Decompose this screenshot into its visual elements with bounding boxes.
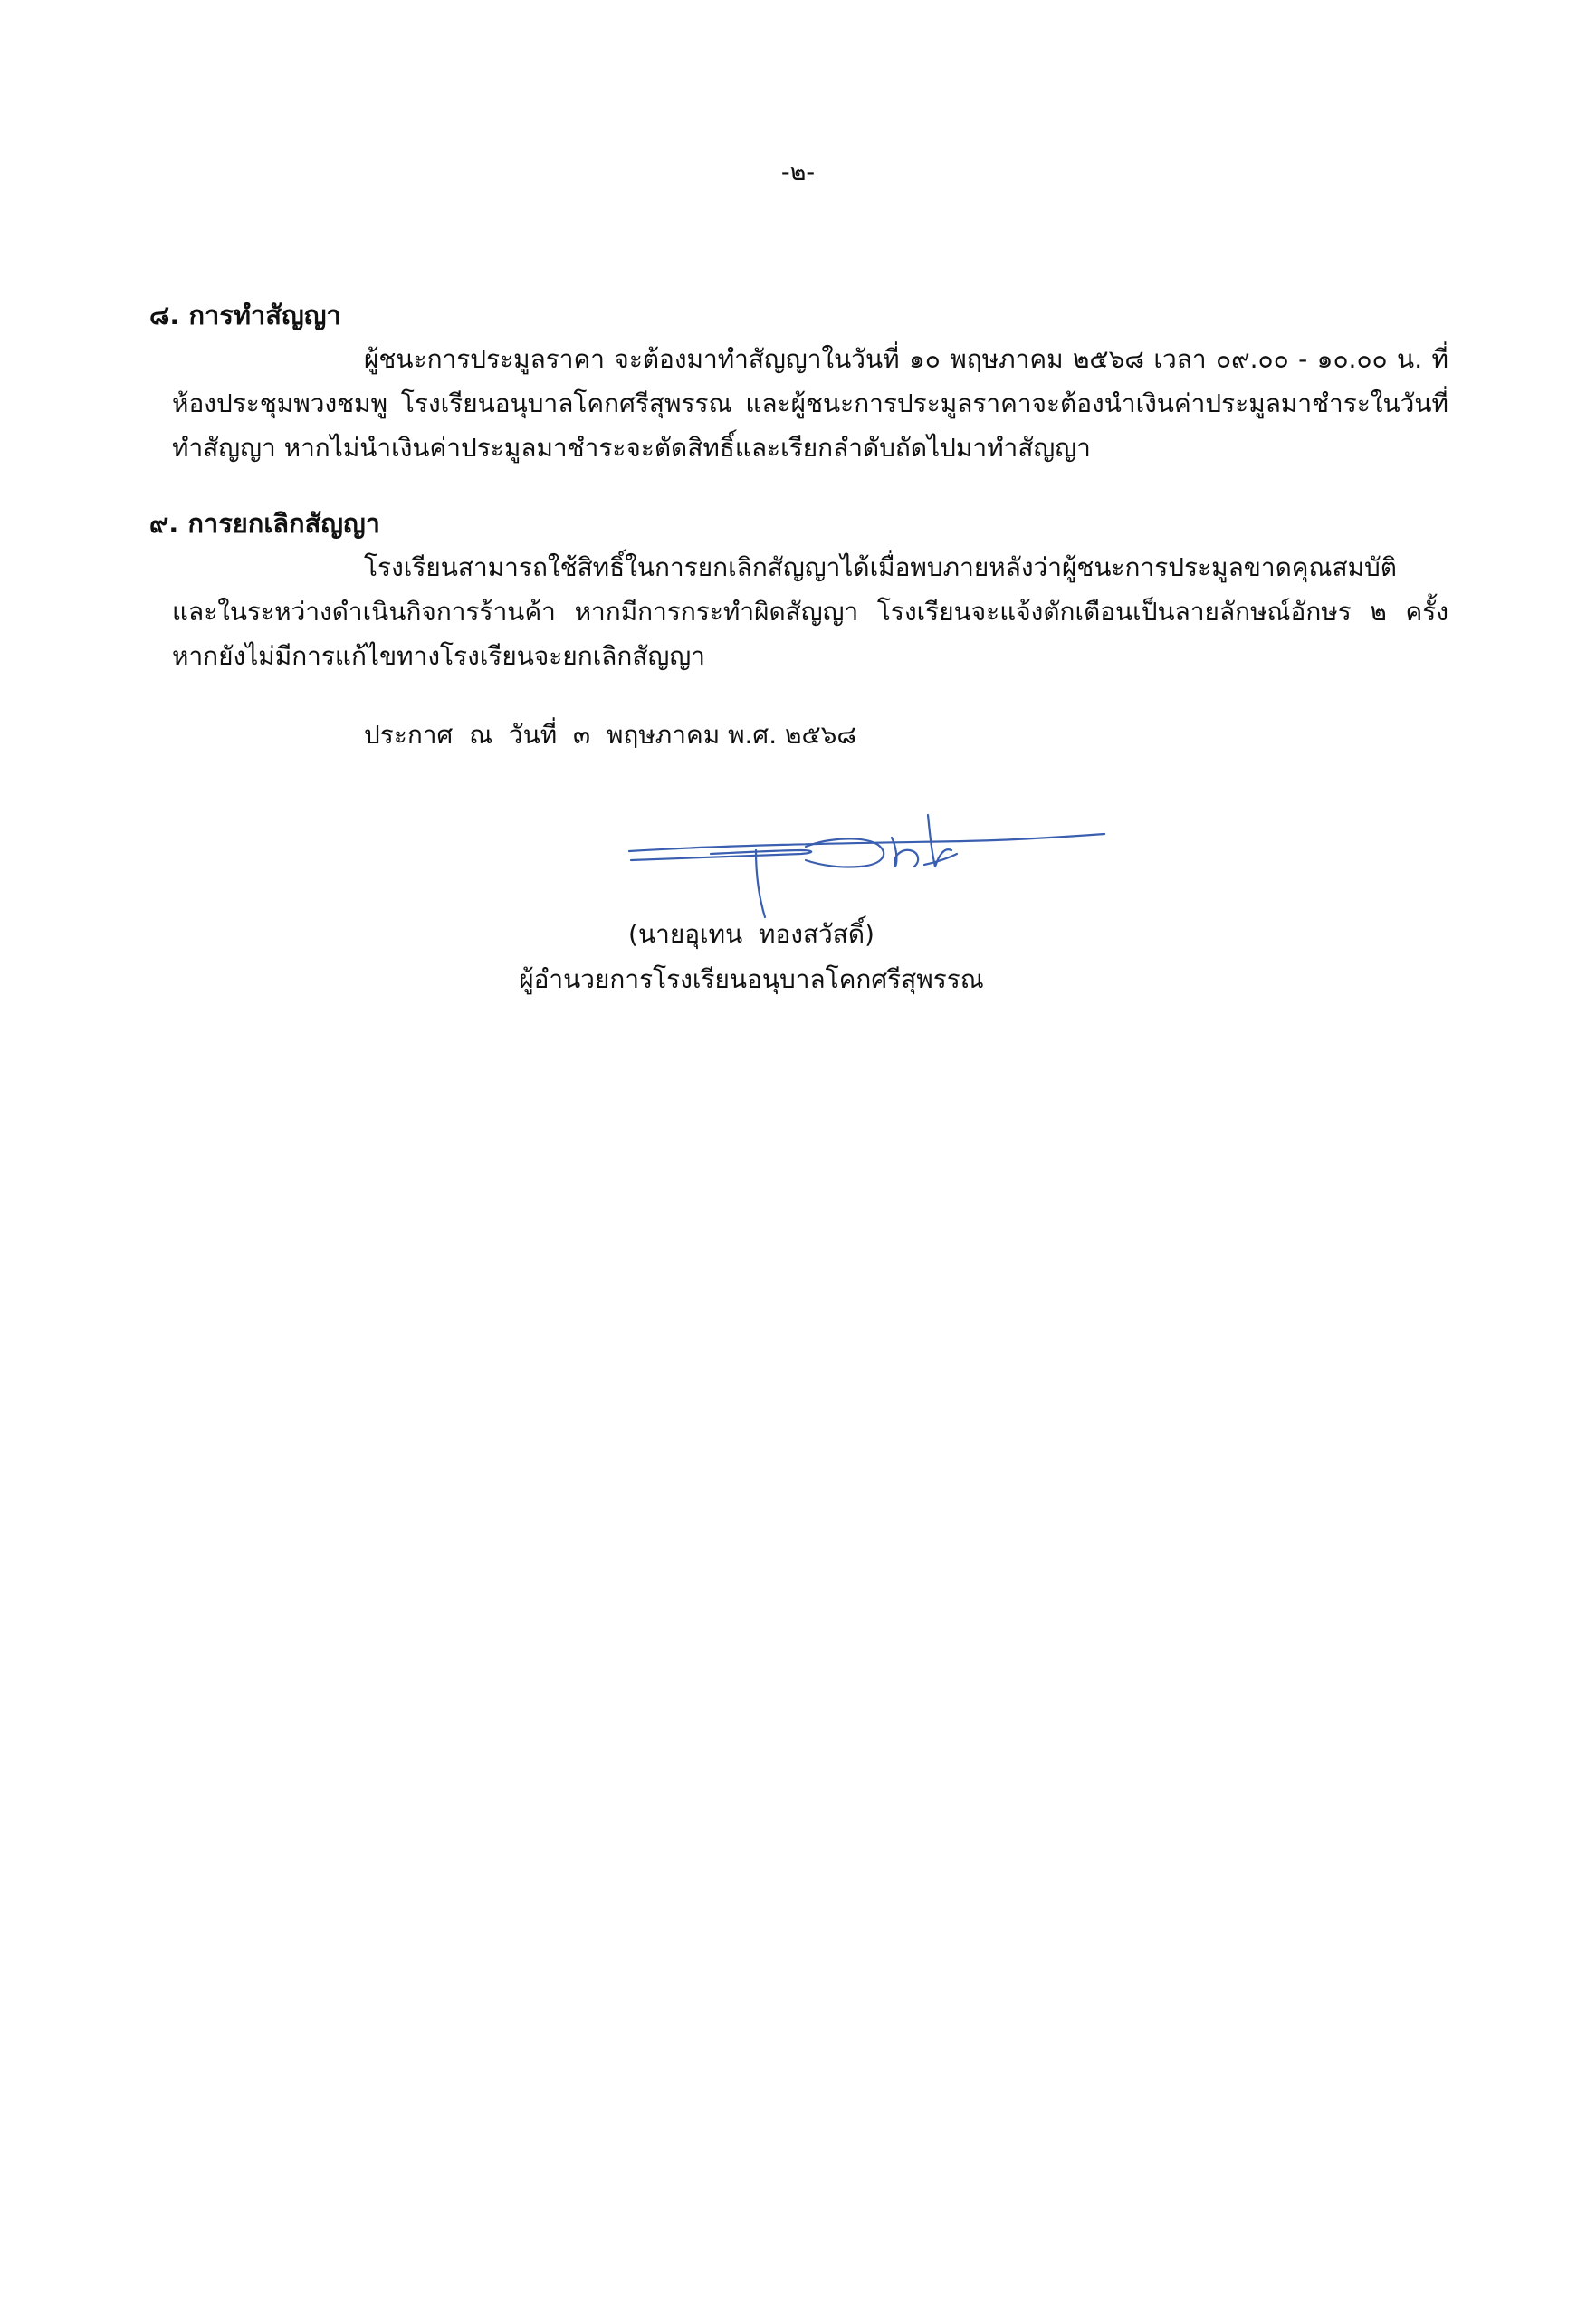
section-contract-body: ผู้ชนะการประมูลราคา จะต้องมาทำสัญญาในวันที่ ๑๐ พฤษภาคม ๒๕๖๘ เวลา ๐๙.๐๐ - ๑๐.๐๐ น. ที่ห้องประชุมพวงชมพู โรงเรียนอนุบาลโคกศรีสุพรรณ และผู้ชนะการประมูลราคาจะต้องนำเงินค่าประมูลมาชำระในวันที่ทำสัญญา หากไม่นำเงินค่าประมูลมาชำระจะตัดสิทธิ์และเรียกลำดับถัดไปมาทำสัญญา bbox=[172, 344, 1448, 463]
section-heading-cancellation: ๙. การยกเลิกสัญญา bbox=[149, 508, 380, 539]
section-cancellation-body: โรงเรียนสามารถใช้สิทธิ์ในการยกเลิกสัญญาได้เมื่อพบภายหลังว่าผู้ชนะการประมูลขาดคุณสมบัติ และในระหว่างดำเนินกิจการร้านค้า หากมีการกระทำผิดสัญญา โรงเรียนจะแจ้งตักเตือนเป็นลายลักษณ์อักษร ๒ ครั้ง หากยังไม่มีการแก้ไขทางโรงเรียนจะยกเลิกสัญญา bbox=[172, 552, 1448, 671]
signer-title: ผู้อำนวยการโรงเรียนอนุบาลโคกศรีสุพรรณ bbox=[519, 964, 984, 994]
section-contract bbox=[172, 337, 1448, 470]
signer-name: (นายอุเทน ทองสวัสดิ์) bbox=[628, 919, 874, 949]
page-number: -๒- bbox=[780, 158, 816, 187]
section-heading-contract: ๘. การทำสัญญา bbox=[149, 300, 341, 330]
section-cancellation bbox=[172, 545, 1448, 678]
announcement-date: ประกาศ ณ วันที่ ๓ พฤษภาคม พ.ศ. ๒๕๖๘ bbox=[364, 720, 857, 750]
